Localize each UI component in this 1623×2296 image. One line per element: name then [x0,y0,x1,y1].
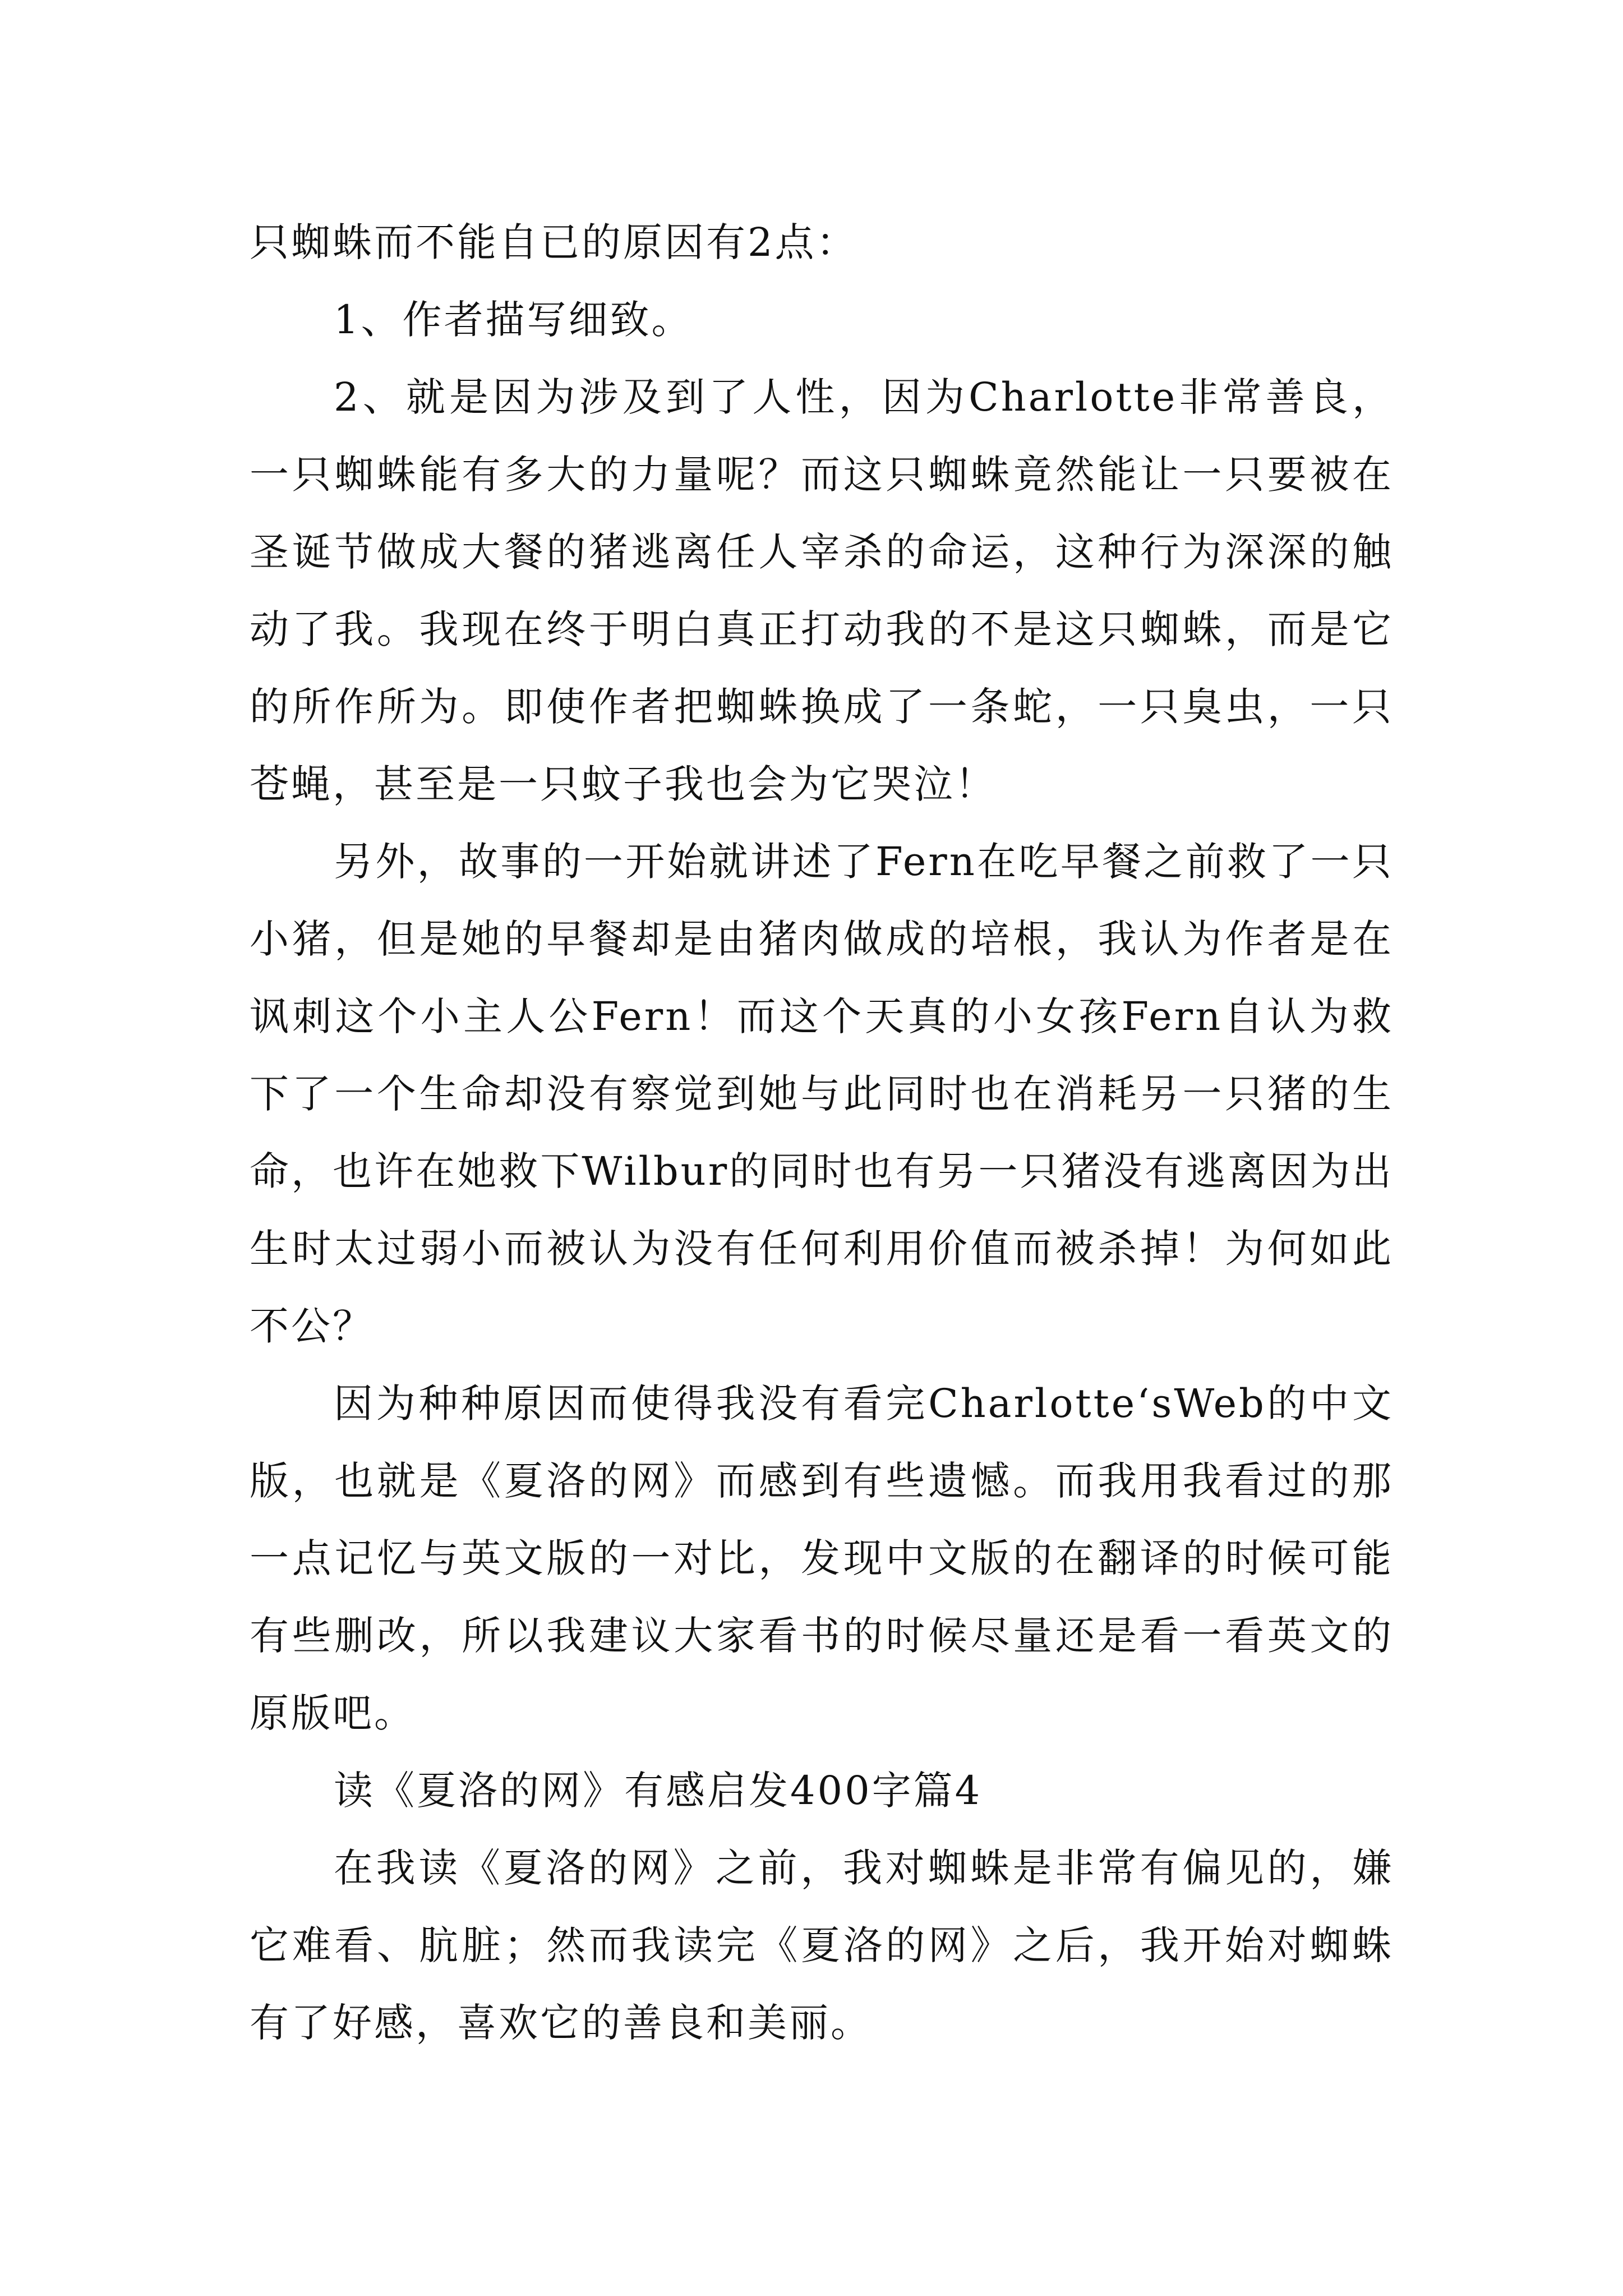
document-body [250,204,1394,2062]
paragraph: 另外，故事的一开始就讲述了Fern在吃早餐之前救了一只小猪，但是她的早餐却是由猪肉做成的培根，我认为作者是在讽刺这个小主人公Fern！而这个天真的小女孩Fern自认为救下了一个生命却没有察觉到她与此同时也在消耗另一只猪的生命，也许在她救下Wilbur的同时也有另一只猪没有逃离因为出生时太过弱小而被认为没有任何利用价值而被杀掉！为何如此不公？ [250,839,1394,1349]
paragraph: 只蜘蛛而不能自已的原因有2点： [250,219,858,265]
paragraph: 1、作者描写细致。 [334,297,693,343]
paragraph: 2、就是因为涉及到了人性，因为Charlotte非常善良，一只蜘蛛能有多大的力量呢？而这只蜘蛛竟然能让一只要被在圣诞节做成大餐的猪逃离任人宰杀的命运，这种行为深深的触动了我。我现在终于明白真正打动我的不是这只蜘蛛，而是它的所作所为。即使作者把蜘蛛换成了一条蛇，一只臭虫，一只苍蝇，甚至是一只蚊子我也会为它哭泣！ [250,374,1394,807]
paragraph: 在我读《夏洛的网》之前，我对蜘蛛是非常有偏见的，嫌它难看、肮脏；然而我读完《夏洛的网》之后，我开始对蜘蛛有了好感，喜欢它的善良和美丽。 [250,1845,1394,2046]
paragraph: 因为种种原因而使得我没有看完Charlotte‘sWeb的中文版，也就是《夏洛的网》而感到有些遗憾。而我用我看过的那一点记忆与英文版的一对比，发现中文版的在翻译的时候可能有些删改，所以我建议大家看书的时候尽量还是看一看英文的原版吧。 [250,1381,1394,1736]
section-heading: 读《夏洛的网》有感启发400字篇4 [334,1768,983,1814]
